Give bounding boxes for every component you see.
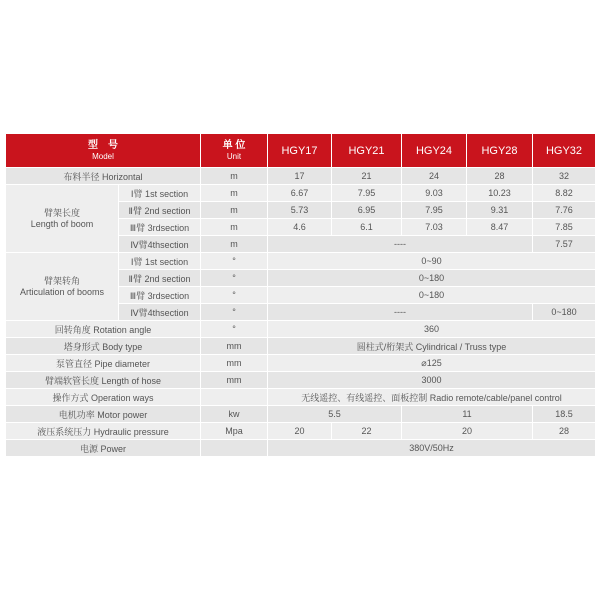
row-motor [6, 406, 596, 423]
boom-length-cn: 臂架长度 [43, 207, 80, 218]
row-rotation [6, 321, 596, 338]
unit-cell: mm [201, 355, 268, 372]
sub-label: Ⅰ臂 1st section [119, 253, 201, 270]
value-cell: 0~180 [268, 270, 596, 287]
row-label: 泵管直径 Pipe diameter [6, 355, 201, 372]
unit-header-en: Unit [226, 151, 242, 161]
value-cell: 7.95 [402, 202, 467, 219]
value-cell: 360 [268, 321, 596, 338]
row-pipe [6, 355, 596, 372]
row-label: 液压系统压力 Hydraulic pressure [6, 423, 201, 440]
row-horizontal [6, 168, 596, 185]
value-cell: 6.95 [332, 202, 402, 219]
value-cell: 6.67 [268, 185, 332, 202]
unit-cell: m [201, 219, 268, 236]
value-cell: 0~180 [533, 304, 596, 321]
unit-cell: ° [201, 270, 268, 287]
unit-cell: kw [201, 406, 268, 423]
unit-cell: m [201, 236, 268, 253]
unit-cell: Mpa [201, 423, 268, 440]
row-label: 电机功率 Motor power [6, 406, 201, 423]
model-hgy21: HGY21 [332, 134, 402, 168]
row-label: 操作方式 Operation ways [6, 389, 201, 406]
unit-cell: m [201, 202, 268, 219]
sub-label: Ⅳ臂4thsection [119, 304, 201, 321]
unit-cell [201, 389, 268, 406]
value-cell: 11 [402, 406, 533, 423]
header-row [6, 134, 596, 168]
value-cell: 7.95 [332, 185, 402, 202]
value-cell: 380V/50Hz [268, 440, 596, 457]
row-hose [6, 372, 596, 389]
model-hgy17: HGY17 [268, 134, 332, 168]
value-cell: 4.6 [268, 219, 332, 236]
row-label: 回转角度 Rotation angle [6, 321, 201, 338]
value-cell: 7.76 [533, 202, 596, 219]
unit-cell: mm [201, 338, 268, 355]
unit-cell: ° [201, 321, 268, 338]
value-cell: 21 [332, 168, 402, 185]
value-cell: 0~90 [268, 253, 596, 270]
row-power [6, 440, 596, 457]
value-cell: 3000 [268, 372, 596, 389]
model-hgy28: HGY28 [467, 134, 533, 168]
value-cell: 28 [467, 168, 533, 185]
value-cell: 17 [268, 168, 332, 185]
sub-label: Ⅱ臂 2nd section [119, 202, 201, 219]
row-label: 塔身形式 Body type [6, 338, 201, 355]
unit-header-cn: 单 位 [222, 139, 246, 151]
unit-cell: mm [201, 372, 268, 389]
model-header-cn: 型 号 [88, 139, 118, 151]
articulation-label [6, 253, 119, 321]
value-cell: 8.47 [467, 219, 533, 236]
articulation-cn: 臂架转角 [43, 275, 80, 286]
boom-length-label [6, 185, 119, 253]
row-boom-s1 [6, 185, 596, 202]
unit-cell: ° [201, 287, 268, 304]
row-label: 电源 Power [6, 440, 201, 457]
value-cell: 6.1 [332, 219, 402, 236]
value-cell: 32 [533, 168, 596, 185]
row-label: 布料半径 Horizontal [6, 168, 201, 185]
value-cell: 0~180 [268, 287, 596, 304]
value-cell: 5.73 [268, 202, 332, 219]
value-cell: 20 [402, 423, 533, 440]
row-artic-s1 [6, 253, 596, 270]
model-header [6, 134, 201, 168]
unit-cell: ° [201, 253, 268, 270]
row-body-type [6, 338, 596, 355]
value-cell: 9.31 [467, 202, 533, 219]
value-cell: 7.03 [402, 219, 467, 236]
value-cell: 10.23 [467, 185, 533, 202]
unit-cell [201, 440, 268, 457]
sub-label: Ⅲ臂 3rdsection [119, 287, 201, 304]
sub-label: Ⅳ臂4thsection [119, 236, 201, 253]
unit-header [201, 134, 268, 168]
value-cell: 7.85 [533, 219, 596, 236]
row-operation [6, 389, 596, 406]
value-cell: 9.03 [402, 185, 467, 202]
model-hgy24: HGY24 [402, 134, 467, 168]
row-hydraulic [6, 423, 596, 440]
articulation-en: Articulation of booms [19, 286, 105, 297]
row-label: 臂端软管长度 Length of hose [6, 372, 201, 389]
value-cell: 圆柱式/桁架式 Cylindrical / Truss type [268, 338, 596, 355]
spec-table [5, 133, 596, 457]
sub-label: Ⅰ臂 1st section [119, 185, 201, 202]
value-cell: 24 [402, 168, 467, 185]
dash-cell: ---- [268, 236, 533, 253]
sub-label: Ⅱ臂 2nd section [119, 270, 201, 287]
dash-cell: ---- [268, 304, 533, 321]
unit-cell: m [201, 185, 268, 202]
value-cell: 28 [533, 423, 596, 440]
value-cell: 5.5 [268, 406, 402, 423]
value-cell: 18.5 [533, 406, 596, 423]
unit-cell: m [201, 168, 268, 185]
unit-cell: ° [201, 304, 268, 321]
model-header-en: Model [92, 151, 114, 161]
model-hgy32: HGY32 [533, 134, 596, 168]
value-cell: 无线遥控、有线遥控、面板控制 Radio remote/cable/panel control [268, 389, 596, 406]
boom-length-en: Length of boom [30, 218, 94, 229]
value-cell: 20 [268, 423, 332, 440]
value-cell: 7.57 [533, 236, 596, 253]
value-cell: 8.82 [533, 185, 596, 202]
value-cell: 22 [332, 423, 402, 440]
value-cell: ⌀125 [268, 355, 596, 372]
sub-label: Ⅲ臂 3rdsection [119, 219, 201, 236]
